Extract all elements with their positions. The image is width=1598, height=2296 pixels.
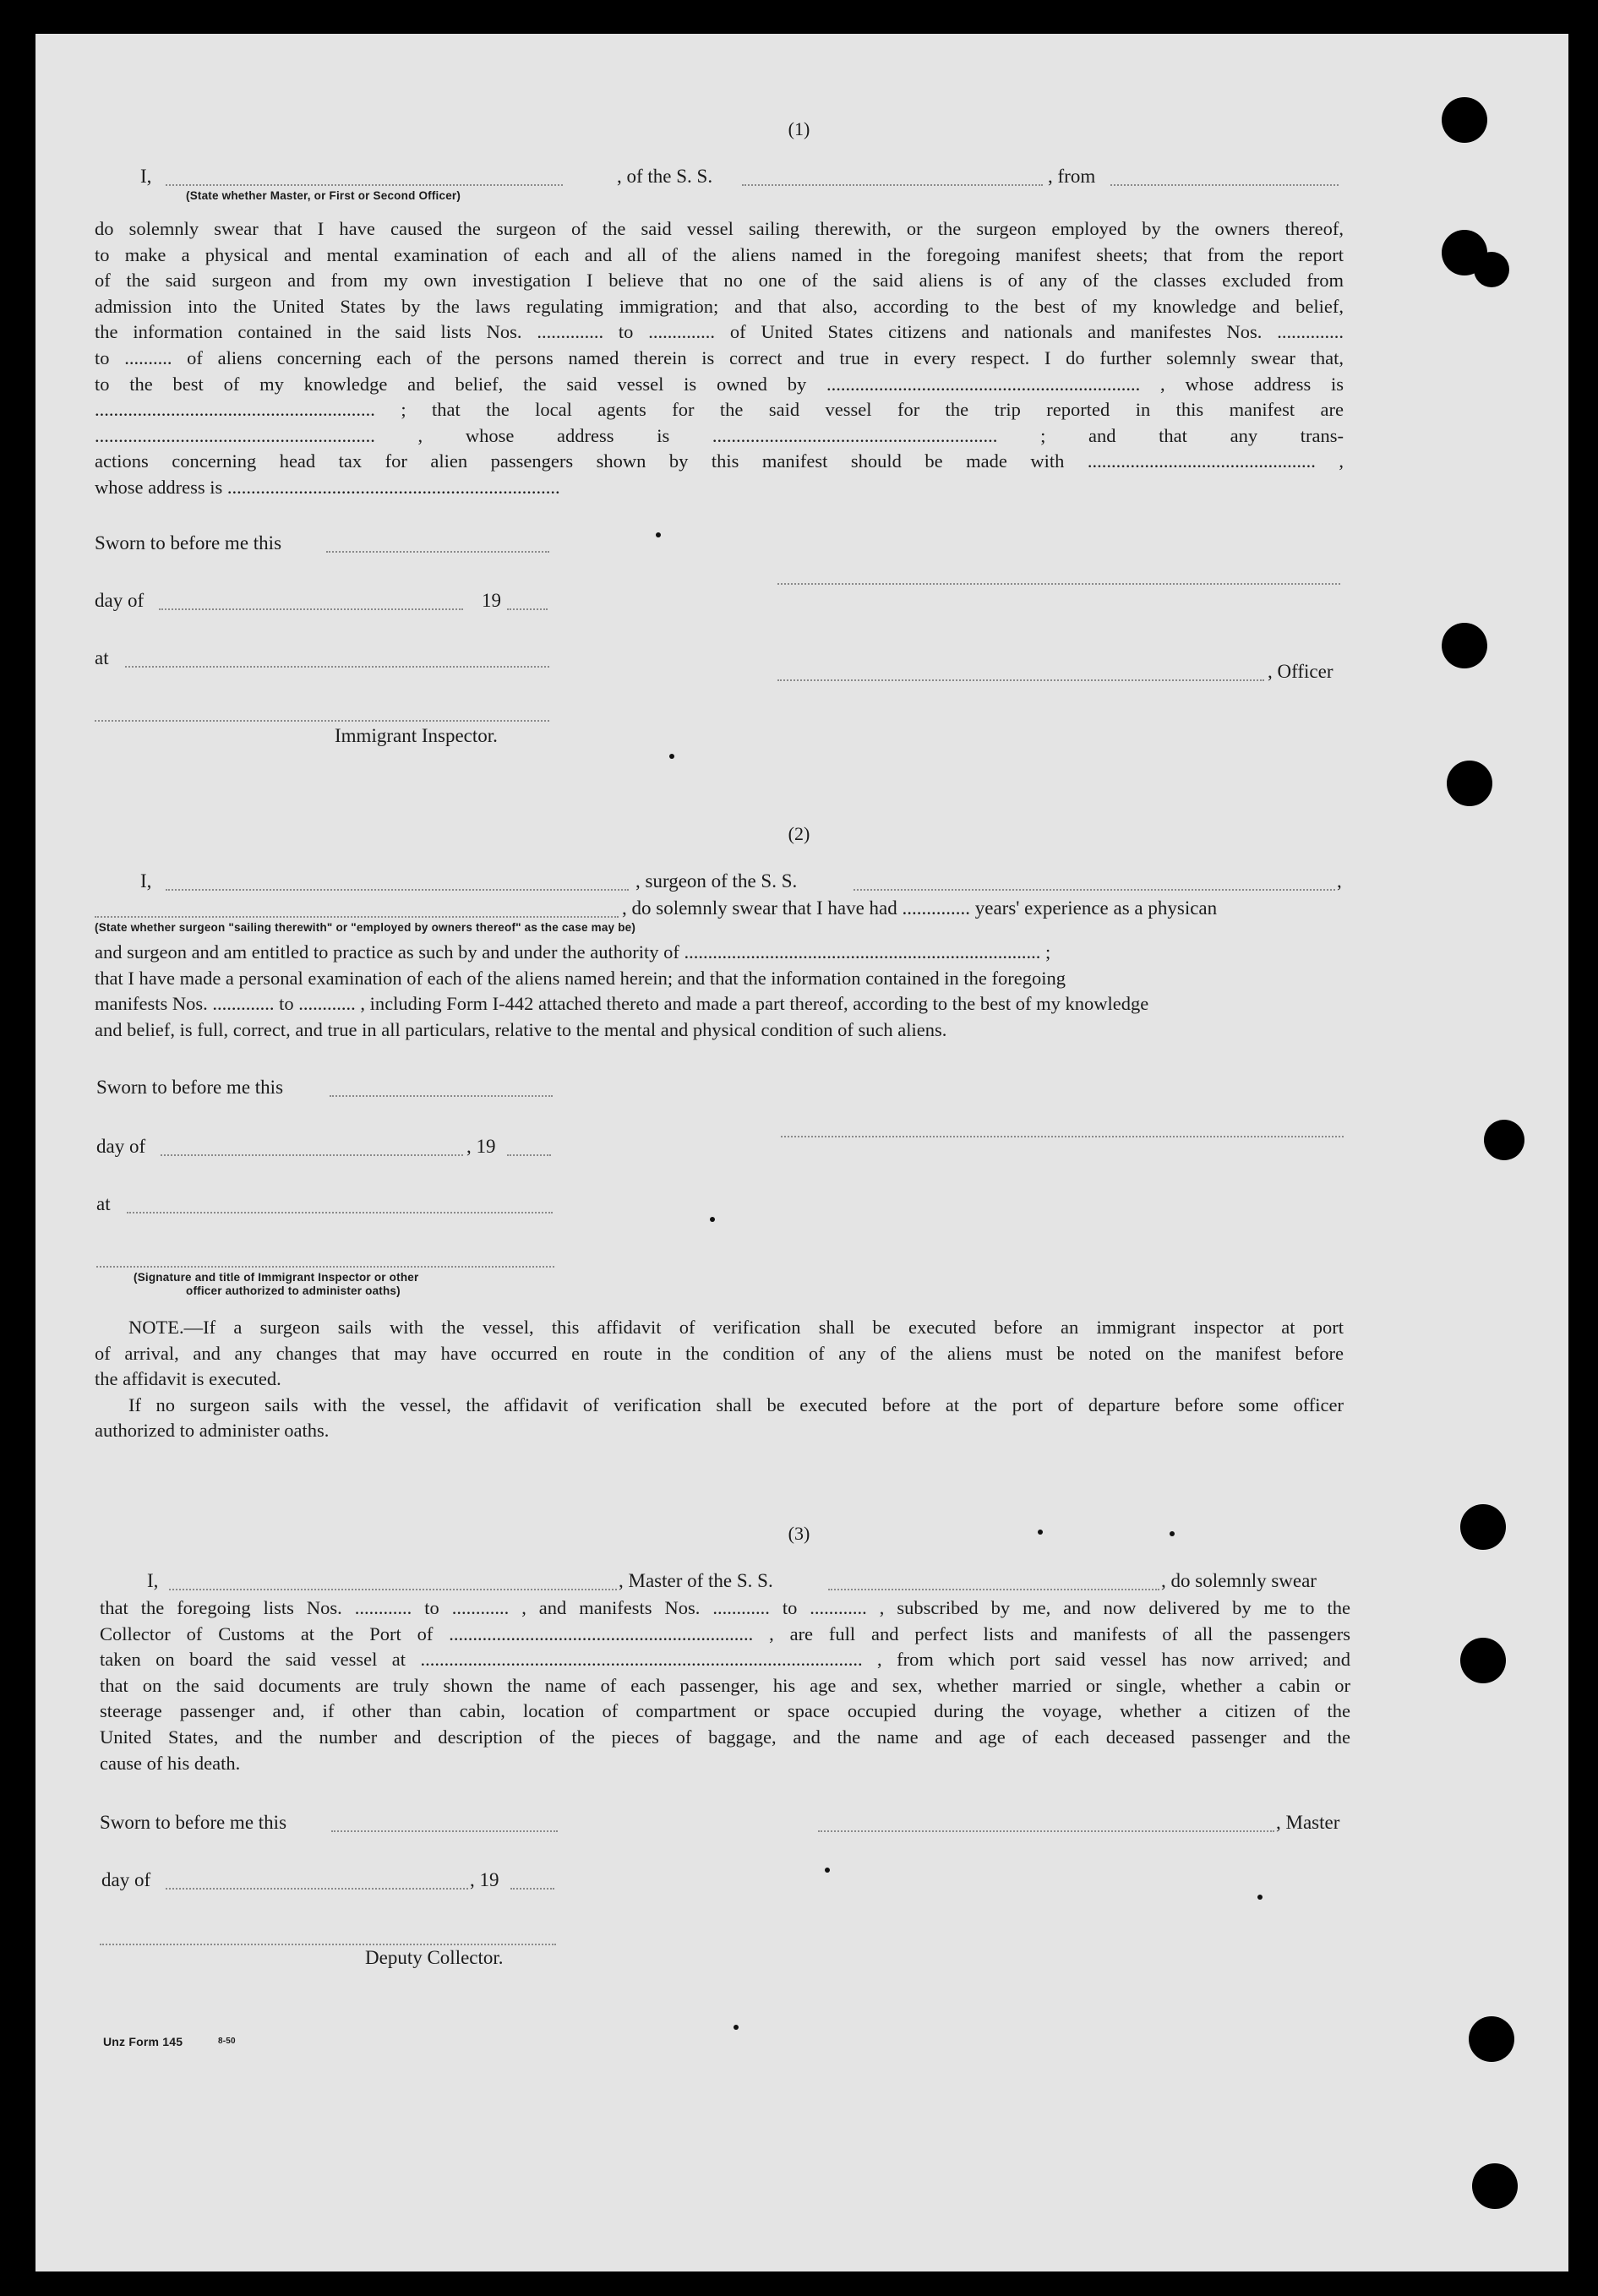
section-3-line-end: , do solemnly swear — [1161, 1570, 1317, 1591]
punch-hole-8 — [1460, 1638, 1506, 1683]
section-2-swear-line: , do solemnly swear that I have had .............. years' experience as a physican — [622, 897, 1218, 919]
section-3-number: (3) — [788, 1523, 810, 1544]
paragraph-line: the affidavit is executed. — [95, 1368, 281, 1390]
paragraph-line: If no surgeon sails with the vessel, the affidavit of verification shall be executed before at the port of departure before some officer — [128, 1393, 1344, 1415]
paragraph-line: steerage passenger and, if other than cabin, location of compartment or space occupied during the voyage, whether a citizen of the — [100, 1700, 1350, 1722]
blank-day-of-2[interactable] — [161, 1154, 463, 1156]
blank-ship-name-3[interactable] — [828, 1589, 1159, 1590]
blank-signature-line[interactable] — [777, 583, 1340, 585]
section-3-sworn-label: Sworn to before me this — [100, 1812, 287, 1833]
paragraph-line: ........................................................... , whose address is ............................................................ ; and that any trans- — [95, 424, 1344, 446]
section-1-day-of-label: day of — [95, 590, 145, 611]
section-1-from-label: , from — [1048, 166, 1096, 187]
paragraph-line: that I have made a personal examination of each of the aliens named herein; and that the information contained in the foregoing — [95, 967, 1066, 989]
section-1-year-label: 19 — [482, 590, 501, 611]
signature-caption-2: officer authorized to administer oaths) — [186, 1284, 401, 1297]
blank-at-place-2[interactable] — [127, 1212, 553, 1213]
punch-hole-6 — [1484, 1120, 1524, 1160]
speck — [734, 2025, 739, 2030]
section-2-line-end: , — [1337, 870, 1342, 892]
blank-year-3[interactable] — [510, 1888, 554, 1890]
blank-sworn-date-3[interactable] — [331, 1830, 558, 1832]
blank-surgeon-status[interactable] — [95, 916, 619, 918]
paragraph-line: actions concerning head tax for alien passengers shown by this manifest should be made with ................................................ , — [95, 450, 1344, 472]
paragraph-line: manifests Nos. ............. to ............ , including Form I-442 attached thereto and made a part thereof, according to the best of my knowledge — [95, 993, 1149, 1015]
blank-sworn-date-2[interactable] — [330, 1095, 553, 1097]
section-1-number: (1) — [788, 118, 810, 139]
paragraph-line: of the said surgeon and from my own investigation I believe that no one of the said aliens is of any of the classes excluded from — [95, 270, 1344, 292]
signature-caption-1: (Signature and title of Immigrant Inspector or other — [134, 1271, 419, 1284]
blank-collector-signature[interactable] — [100, 1944, 556, 1945]
note-paragraph — [95, 1315, 1344, 1444]
paragraph-line: admission into the United States by the laws regulating immigration; and that also, according to the best of my knowledge and belief, — [95, 295, 1344, 317]
blank-surgeon-name[interactable] — [166, 889, 629, 891]
paragraph-line: NOTE.—If a surgeon sails with the vessel, this affidavit of verification shall be executed before an immigrant inspector at port — [128, 1317, 1344, 1338]
speck — [825, 1868, 830, 1873]
section-2-prefix: I, — [140, 870, 152, 892]
speck — [669, 754, 674, 759]
blank-at-place[interactable] — [125, 666, 549, 668]
section-1-inspector-label: Immigrant Inspector. — [335, 725, 498, 746]
section-2-number: (2) — [788, 823, 810, 844]
paragraph-line: ........................................................... ; that the local agents for the said vessel for the trip reported in this manifest are — [95, 399, 1344, 421]
paragraph-line: Collector of Customs at the Port of ................................................................ , are full and perfect lists and manifests of all the passengers — [100, 1622, 1350, 1644]
paragraph-line: that the foregoing lists Nos. ............ to ............ , and manifests Nos. ............ to ............ , subscribed by me, and now delivered by me to the — [100, 1597, 1350, 1618]
section-3-collector-label: Deputy Collector. — [365, 1947, 504, 1968]
punch-hole-5 — [1447, 761, 1492, 806]
form-code: 8-50 — [218, 2037, 236, 2046]
surgeon-caption: (State whether surgeon "sailing therewith" or "employed by owners thereof" as the case may be) — [95, 921, 636, 934]
paragraph-line: and surgeon and am entitled to practice as such by and under the authority of ........................................................................... ; — [95, 941, 1051, 963]
paragraph-line: United States, and the number and description of the pieces of baggage, and the name and age of each deceased passenger and the — [100, 1726, 1350, 1748]
blank-day-of[interactable] — [159, 608, 463, 610]
section-1-sworn-label: Sworn to before me this — [95, 532, 282, 554]
blank-year[interactable] — [507, 608, 548, 610]
blank-from-port[interactable] — [1110, 184, 1339, 186]
speck — [656, 532, 661, 537]
section-2-at-label: at — [96, 1193, 111, 1214]
section-1-prefix: I, — [140, 166, 152, 187]
paragraph-line: cause of his death. — [100, 1752, 241, 1774]
blank-officer-signature[interactable] — [777, 679, 1264, 681]
section-2-paragraph — [95, 940, 1344, 1043]
blank-signature-line-2[interactable] — [781, 1136, 1344, 1137]
blank-ship-name[interactable] — [742, 184, 1043, 186]
section-3-day-of-label: day of — [101, 1869, 151, 1890]
paragraph-line: to the best of my knowledge and belief, the said vessel is owned by .................................................................. , whose address is — [95, 373, 1344, 395]
punch-hole-3 — [1474, 252, 1509, 287]
paragraph-line: of arrival, and any changes that may have occurred en route in the condition of any of the aliens must be noted on the manifest before — [95, 1342, 1344, 1364]
paragraph-line: authorized to administer oaths. — [95, 1420, 330, 1442]
section-3-year-label: , 19 — [470, 1869, 499, 1890]
blank-master-name[interactable] — [169, 1589, 617, 1590]
blank-sworn-date[interactable] — [326, 551, 549, 553]
section-3-paragraph — [100, 1595, 1350, 1776]
section-1-paragraph — [95, 216, 1344, 501]
section-2-day-of-label: day of — [96, 1136, 146, 1157]
section-3-prefix: I, — [147, 1570, 159, 1591]
paragraph-line: do solemnly swear that I have caused the surgeon of the said vessel sailing therewith, or the surgeon employed by the owners thereof, — [95, 218, 1344, 239]
blank-master-signature[interactable] — [818, 1830, 1274, 1832]
section-3-master-label: , Master — [1276, 1812, 1340, 1833]
blank-day-of-3[interactable] — [166, 1888, 468, 1890]
punch-hole-4 — [1442, 623, 1487, 668]
section-3-ship-label: , Master of the S. S. — [619, 1570, 773, 1591]
form-number: Unz Form 145 — [103, 2035, 183, 2048]
blank-year-2[interactable] — [507, 1154, 551, 1156]
paragraph-line: to make a physical and mental examination of each and all of the aliens named in the foregoing manifest sheets; that from the report — [95, 243, 1344, 265]
blank-ship-name-2[interactable] — [854, 889, 1335, 891]
speck — [710, 1217, 715, 1222]
blank-inspector-signature-2[interactable] — [96, 1266, 554, 1268]
section-1-ship-label: , of the S. S. — [617, 166, 713, 187]
punch-hole-9 — [1469, 2016, 1514, 2062]
paragraph-line: to .......... of aliens concerning each of the persons named therein is correct and true in every respect. I do further solemnly swear that, — [95, 346, 1344, 368]
section-2-ship-label: , surgeon of the S. S. — [635, 870, 798, 892]
paragraph-line: taken on board the said vessel at ............................................................................................. , from which port said vessel has now arrived; and — [100, 1649, 1350, 1671]
section-1-at-label: at — [95, 647, 109, 668]
section-2-sworn-label: Sworn to before me this — [96, 1077, 284, 1098]
speck — [1257, 1895, 1263, 1900]
paragraph-line: whose address is ...................................................................... — [95, 476, 560, 498]
blank-officer-name[interactable] — [166, 184, 563, 186]
officer-caption: (State whether Master, or First or Second Officer) — [186, 189, 461, 202]
blank-inspector-signature[interactable] — [95, 720, 549, 722]
punch-hole-10 — [1472, 2163, 1518, 2209]
paragraph-line: the information contained in the said lists Nos. .............. to .............. of United States citizens and nationals and manifestes Nos. .............. — [95, 321, 1344, 343]
section-1-officer-label: , Officer — [1268, 661, 1333, 682]
paragraph-line: that on the said documents are truly shown the name of each passenger, his age and sex, whether married or single, whether a cabin or — [100, 1674, 1350, 1696]
section-2-year-label: , 19 — [466, 1136, 496, 1157]
paragraph-line: and belief, is full, correct, and true in all particulars, relative to the mental and physical condition of such aliens. — [95, 1018, 947, 1040]
